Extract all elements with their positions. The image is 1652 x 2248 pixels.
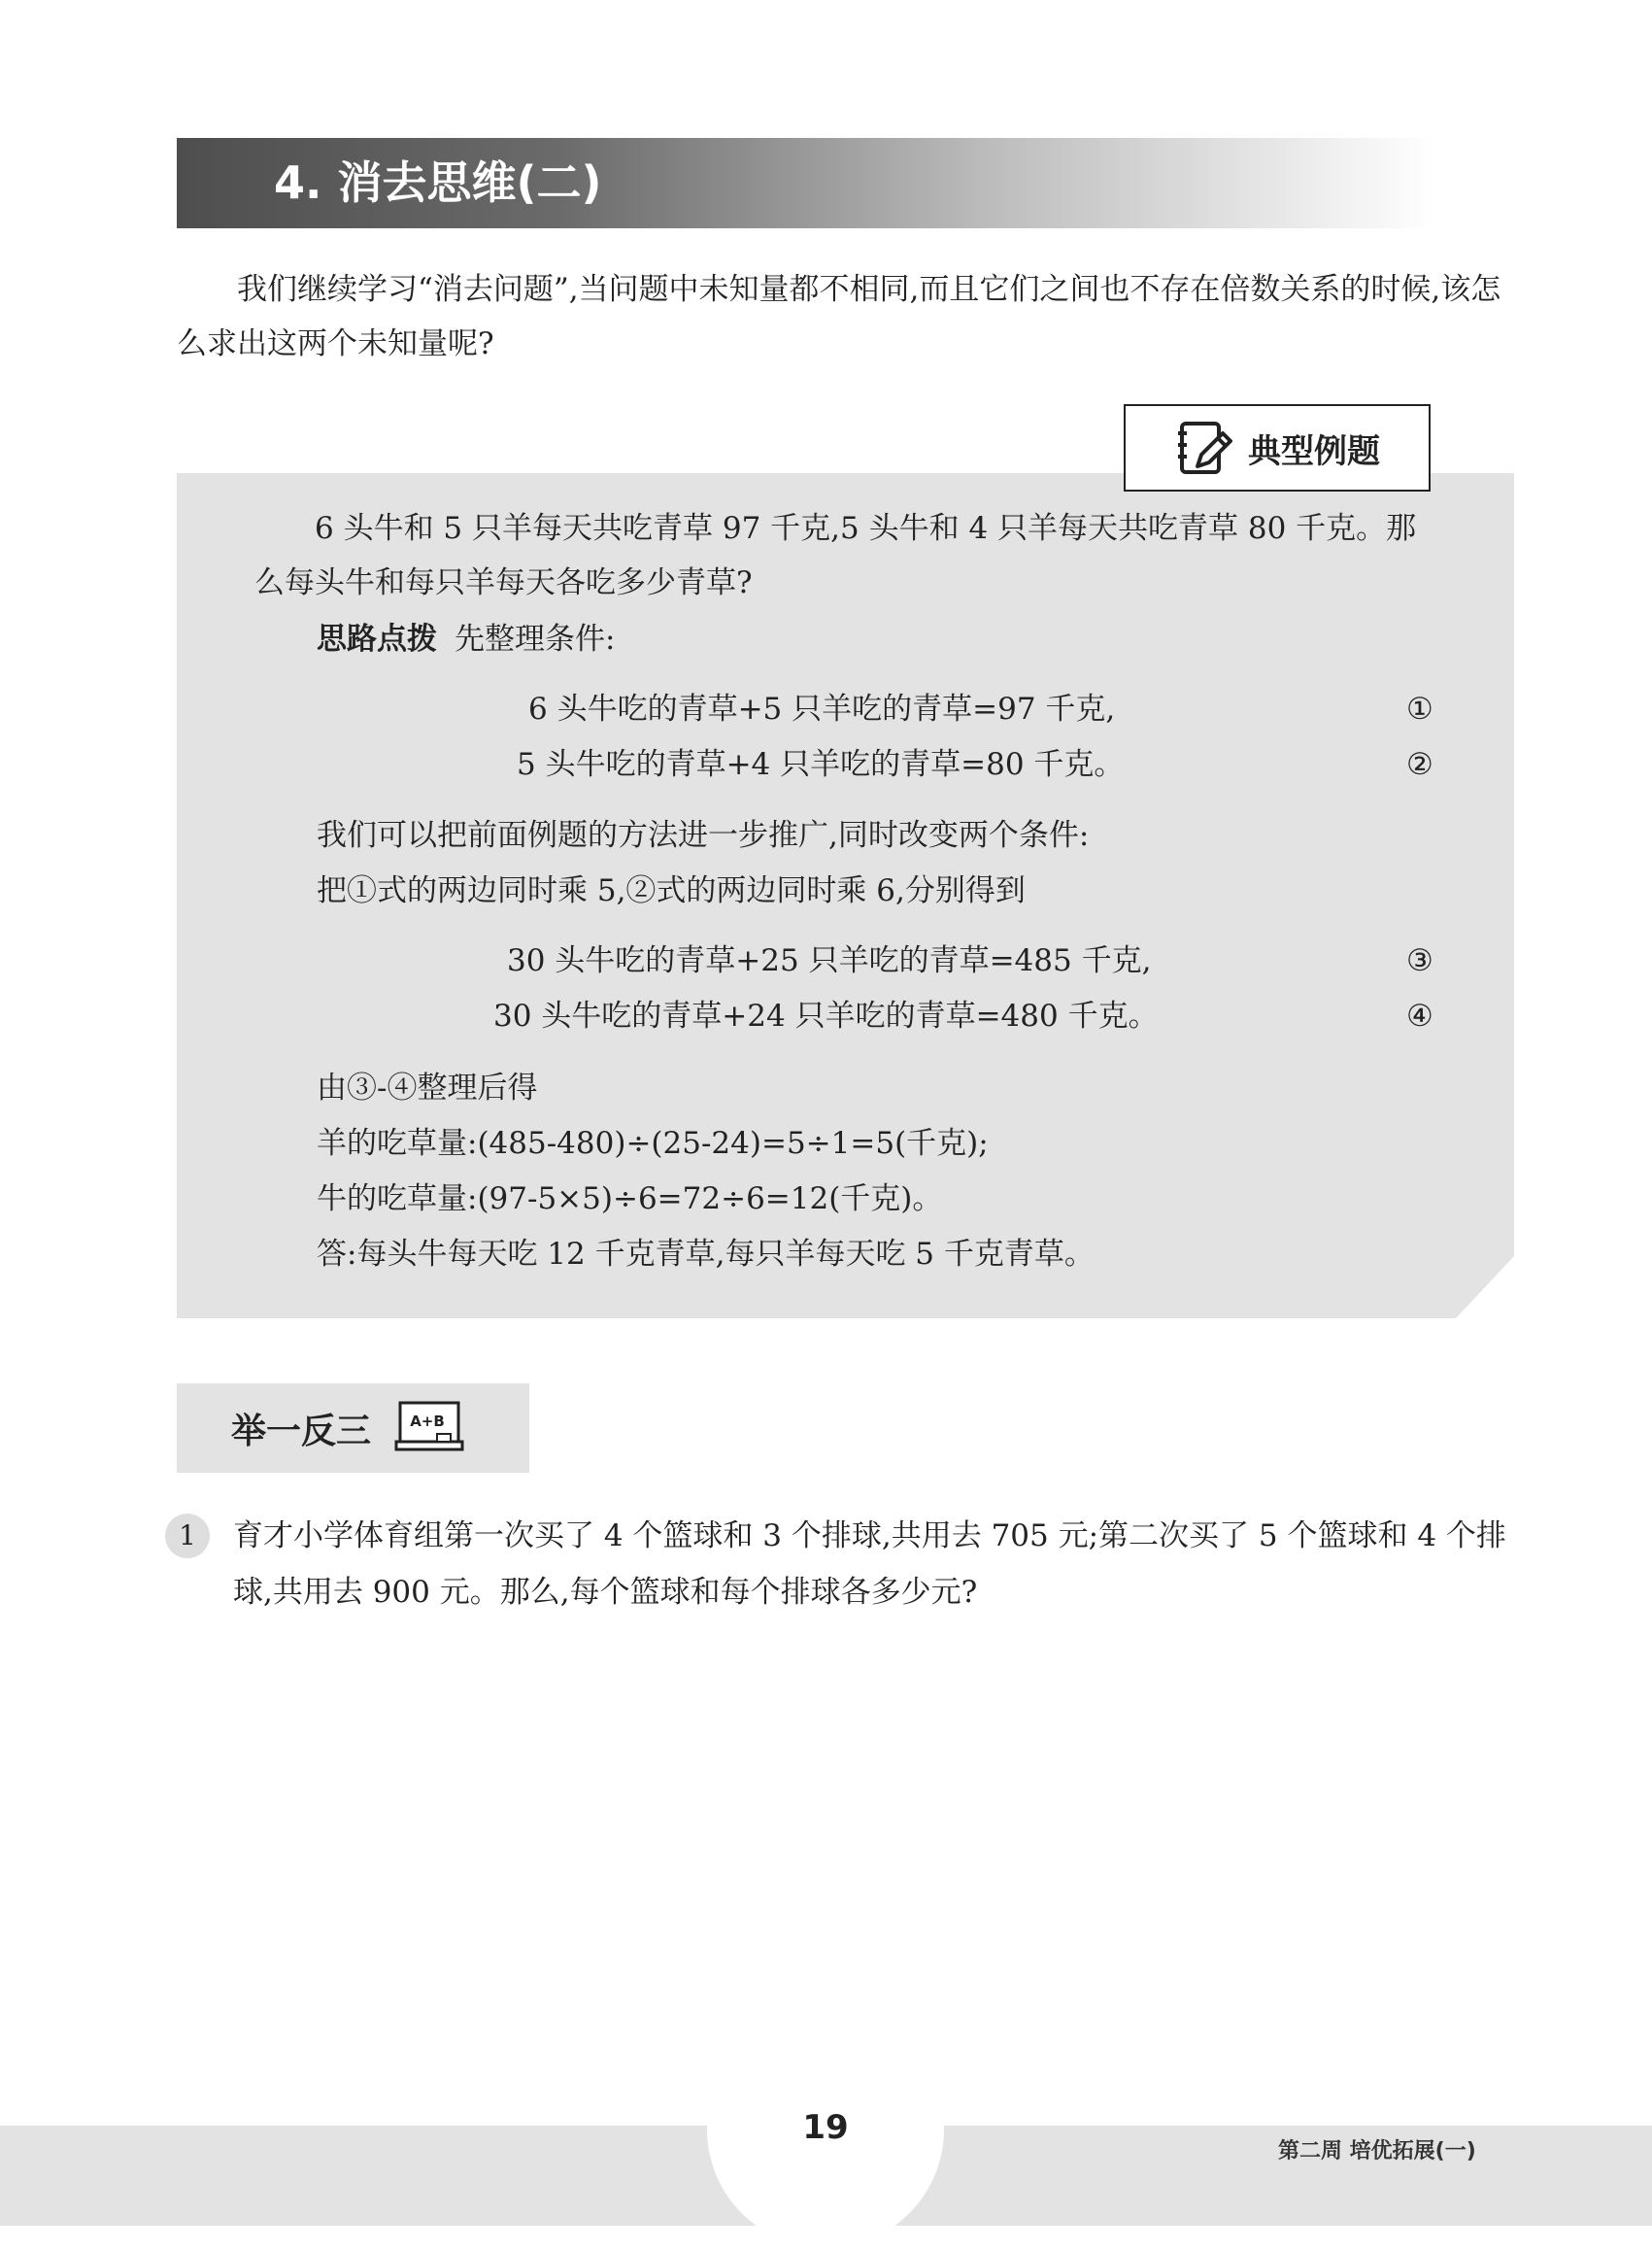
equation-4-mark: ④: [1406, 999, 1433, 1034]
footer-chapter-label: 第二周 培优拓展(一): [1278, 2139, 1476, 2163]
solution-step-2: 羊的吃草量:(485-480)÷(25-24)=5÷1=5(千克);: [317, 1126, 989, 1161]
practice-section-tab: [177, 1383, 529, 1473]
title-bar: [177, 138, 1435, 228]
problem-line-1: 6 头牛和 5 只羊每天共吃青草 97 千克,5 头牛和 4 只羊每天共吃青草 80 千克。那: [315, 511, 1417, 546]
explanation-line-1: 我们可以把前面例题的方法进一步推广,同时改变两个条件:: [317, 818, 1090, 853]
intro-paragraph: 我们继续学习“消去问题”,当问题中未知量都不相同,而且它们之间也不存在倍数关系的时候,该怎么求出这两个未知量呢?: [177, 272, 1501, 361]
problem-line-2: 么每头牛和每只羊每天各吃多少青草?: [254, 565, 753, 600]
hint-text: 先整理条件:: [455, 622, 616, 657]
equation-1-mark: ①: [1406, 692, 1433, 727]
equation-2: 5 头牛吃的青草+4 只羊吃的青草=80 千克。: [517, 747, 1125, 782]
blackboard-icon: [394, 1399, 464, 1457]
equation-1: 6 头牛吃的青草+5 只羊吃的青草=97 千克,: [528, 692, 1116, 727]
equation-3: 30 头牛吃的青草+25 只羊吃的青草=485 千克,: [507, 943, 1152, 978]
question-text: 育才小学体育组第一次买了 4 个篮球和 3 个排球,共用去 705 元;第二次买了 5 个篮球和 4 个排球,共用去 900 元。那么,每个篮球和每个排球各多少元?: [233, 1518, 1506, 1610]
question-number: 1: [165, 1514, 210, 1558]
hint-label: 思路点拨: [317, 622, 437, 657]
example-tag-label: 典型例题: [1248, 431, 1380, 471]
example-tag: [1124, 404, 1431, 492]
practice-section-label: 举一反三: [231, 1411, 372, 1451]
solution-step-1: 由③-④整理后得: [317, 1071, 538, 1106]
blackboard-icon-text: A+B: [410, 1413, 445, 1430]
page-title: 4. 消去思维(二): [274, 156, 602, 209]
page-number: 19: [802, 2108, 849, 2147]
equation-4: 30 头牛吃的青草+24 只羊吃的青草=480 千克。: [493, 999, 1159, 1034]
solution-step-3: 牛的吃草量:(97-5×5)÷6=72÷6=12(千克)。: [317, 1181, 943, 1216]
answer-line: 答:每头牛每天吃 12 千克青草,每只羊每天吃 5 千克青草。: [317, 1237, 1095, 1272]
equation-2-mark: ②: [1406, 747, 1433, 782]
equation-3-mark: ③: [1406, 943, 1433, 978]
hint-line: [317, 620, 615, 659]
explanation-line-2: 把①式的两边同时乘 5,②式的两边同时乘 6,分别得到: [317, 873, 1026, 908]
notebook-pen-icon: [1174, 418, 1234, 478]
